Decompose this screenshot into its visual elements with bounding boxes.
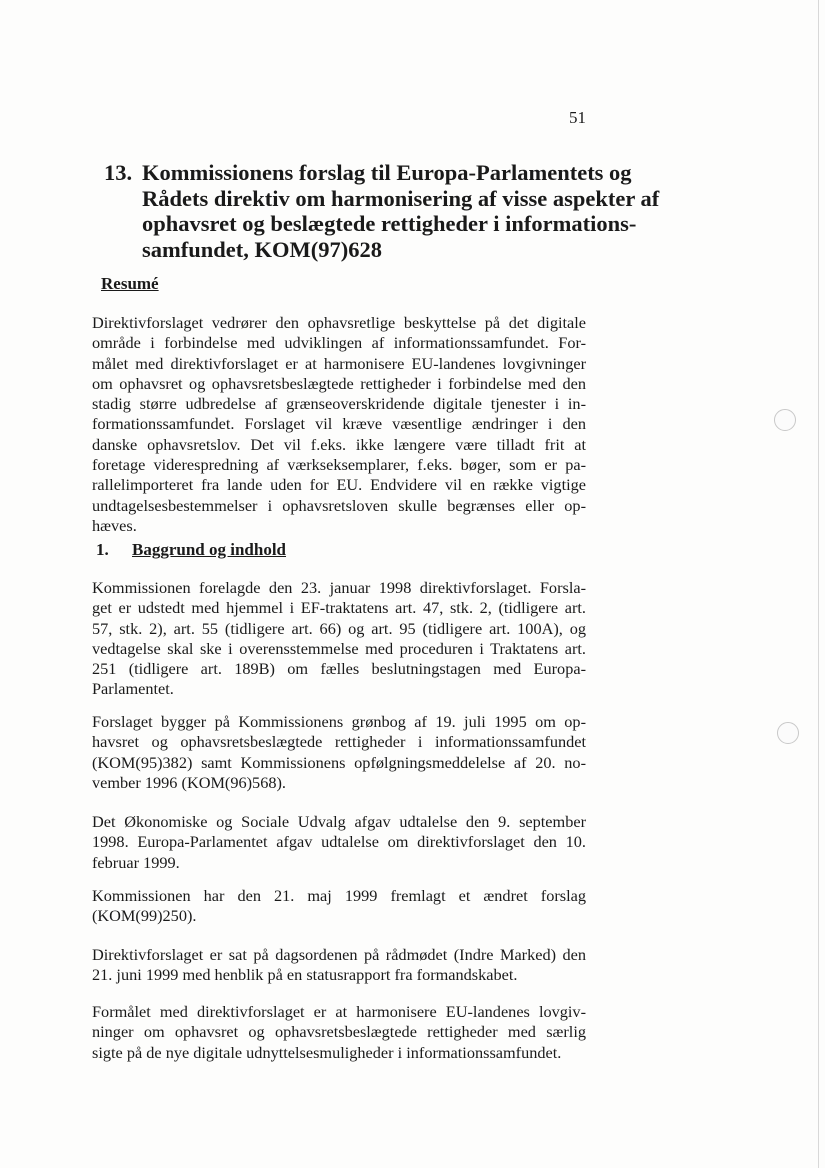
heading-title-line: Rådets direktiv om harmonisering af visse aspekter af [142,185,660,211]
text-line: Kommissionen har den 21. maj 1999 fremlagt et ændret forslag [92,886,586,905]
text-line: Formålet med direktivforslaget er at harmonisere EU-landenes lovgiv- [92,1002,586,1021]
heading-title-line: samfundet, KOM(97)628 [142,236,382,262]
punch-hole-mark [774,409,796,431]
body-paragraph [92,945,586,986]
page-number: 51 [569,108,586,127]
resume-paragraph [92,313,586,536]
text-line: februar 1999. [92,852,180,872]
text-line: rallelimporteret fra lande uden for EU. Endvidere vil en række vigtige [92,475,586,495]
heading-title [142,160,660,262]
section-13-heading [104,160,660,262]
body-paragraph [92,1002,586,1063]
section-number: 1. [96,540,109,559]
page-edge [818,0,819,1168]
text-line: formationssamfundet. Forslaget vil kræve væsentlige ændringer i den [92,414,586,434]
text-line: get er udstedt med hjemmel i EF-traktatens art. 47, stk. 2, (tidligere art. [92,598,586,618]
text-line: vember 1996 (KOM(96)568). [92,772,286,792]
text-line: om ophavsret og ophavsretsbeslægtede rettigheder i forbindelse med den [92,373,586,393]
text-line: foretage viderespredning af værkseksemplarer, f.eks. bøger, som er pa- [92,455,586,475]
text-line: danske ophavsretslov. Det vil f.eks. ikke længere være tilladt frit at [92,434,586,454]
text-line: vedtagelse skal ske i overensstemmelse med proceduren i Traktatens art. [92,638,586,658]
text-line: Direktivforslaget er sat på dagsordenen på rådmødet (Indre Marked) den [92,945,586,964]
text-line: 21. juni 1999 med henblik på en statusrapport fra formandskabet. [92,965,518,985]
section-title: Baggrund og indhold [132,540,287,559]
heading-title-line: Kommissionens forslag til Europa-Parlamentets og [142,160,632,185]
text-line: 1998. Europa-Parlamentet afgav udtalelse om direktivforslaget den 10. [92,832,586,852]
text-line: (KOM(95)382) samt Kommissionens opfølgningsmeddelelse af 20. no- [92,752,586,772]
text-line: undtagelsesbestemmelser i ophavsretsloven skulle begrænses eller op- [92,495,586,515]
text-line: ninger om ophavsret og ophavsretsbeslægtede rettigheder med særlig [92,1022,586,1042]
text-line: Kommissionen forelagde den 23. januar 1998 direktivforslaget. Forsla- [92,578,586,597]
text-line: Parlamentet. [92,679,174,699]
resume-label: Resumé [101,274,159,293]
heading-number: 13. [104,160,133,185]
text-line: målet med direktivforslaget er at harmonisere EU-landenes lovgivninger [92,353,586,373]
text-line: 57, stk. 2), art. 55 (tidligere art. 66) og art. 95 (tidligere art. 100A), og [92,618,586,638]
text-line: havsret og ophavsretsbeslægtede rettigheder i informationssamfundet [92,732,586,752]
text-line: sigte på de nye digitale udnyttelsesmuligheder i informationssamfundet. [92,1042,562,1062]
text-line: område i forbindelse med udviklingen af informationssamfundet. For- [92,333,586,353]
body-paragraph [92,886,586,927]
text-line: Det Økonomiske og Sociale Udvalg afgav udtalelse den 9. september [92,812,586,831]
text-line: Forslaget bygger på Kommissionens grønbog af 19. juli 1995 om op- [92,712,586,731]
text-line: Direktivforslaget vedrører den ophavsretlige beskyttelse på det digitale [92,313,586,332]
body-paragraph [92,712,586,793]
text-line: (KOM(99)250). [92,906,197,926]
punch-hole-mark [777,722,799,744]
text-line: 251 (tidligere art. 189B) om fælles beslutningstagen med Europa- [92,659,586,679]
heading-title-line: ophavsret og beslægtede rettigheder i informations- [142,211,637,236]
body-paragraph [92,812,586,873]
body-paragraph [92,578,586,700]
text-line: hæves. [92,515,137,535]
text-line: stadig større udbredelse af grænseoverskridende digitale tjenester i in- [92,394,586,414]
section-1-heading [96,540,286,560]
